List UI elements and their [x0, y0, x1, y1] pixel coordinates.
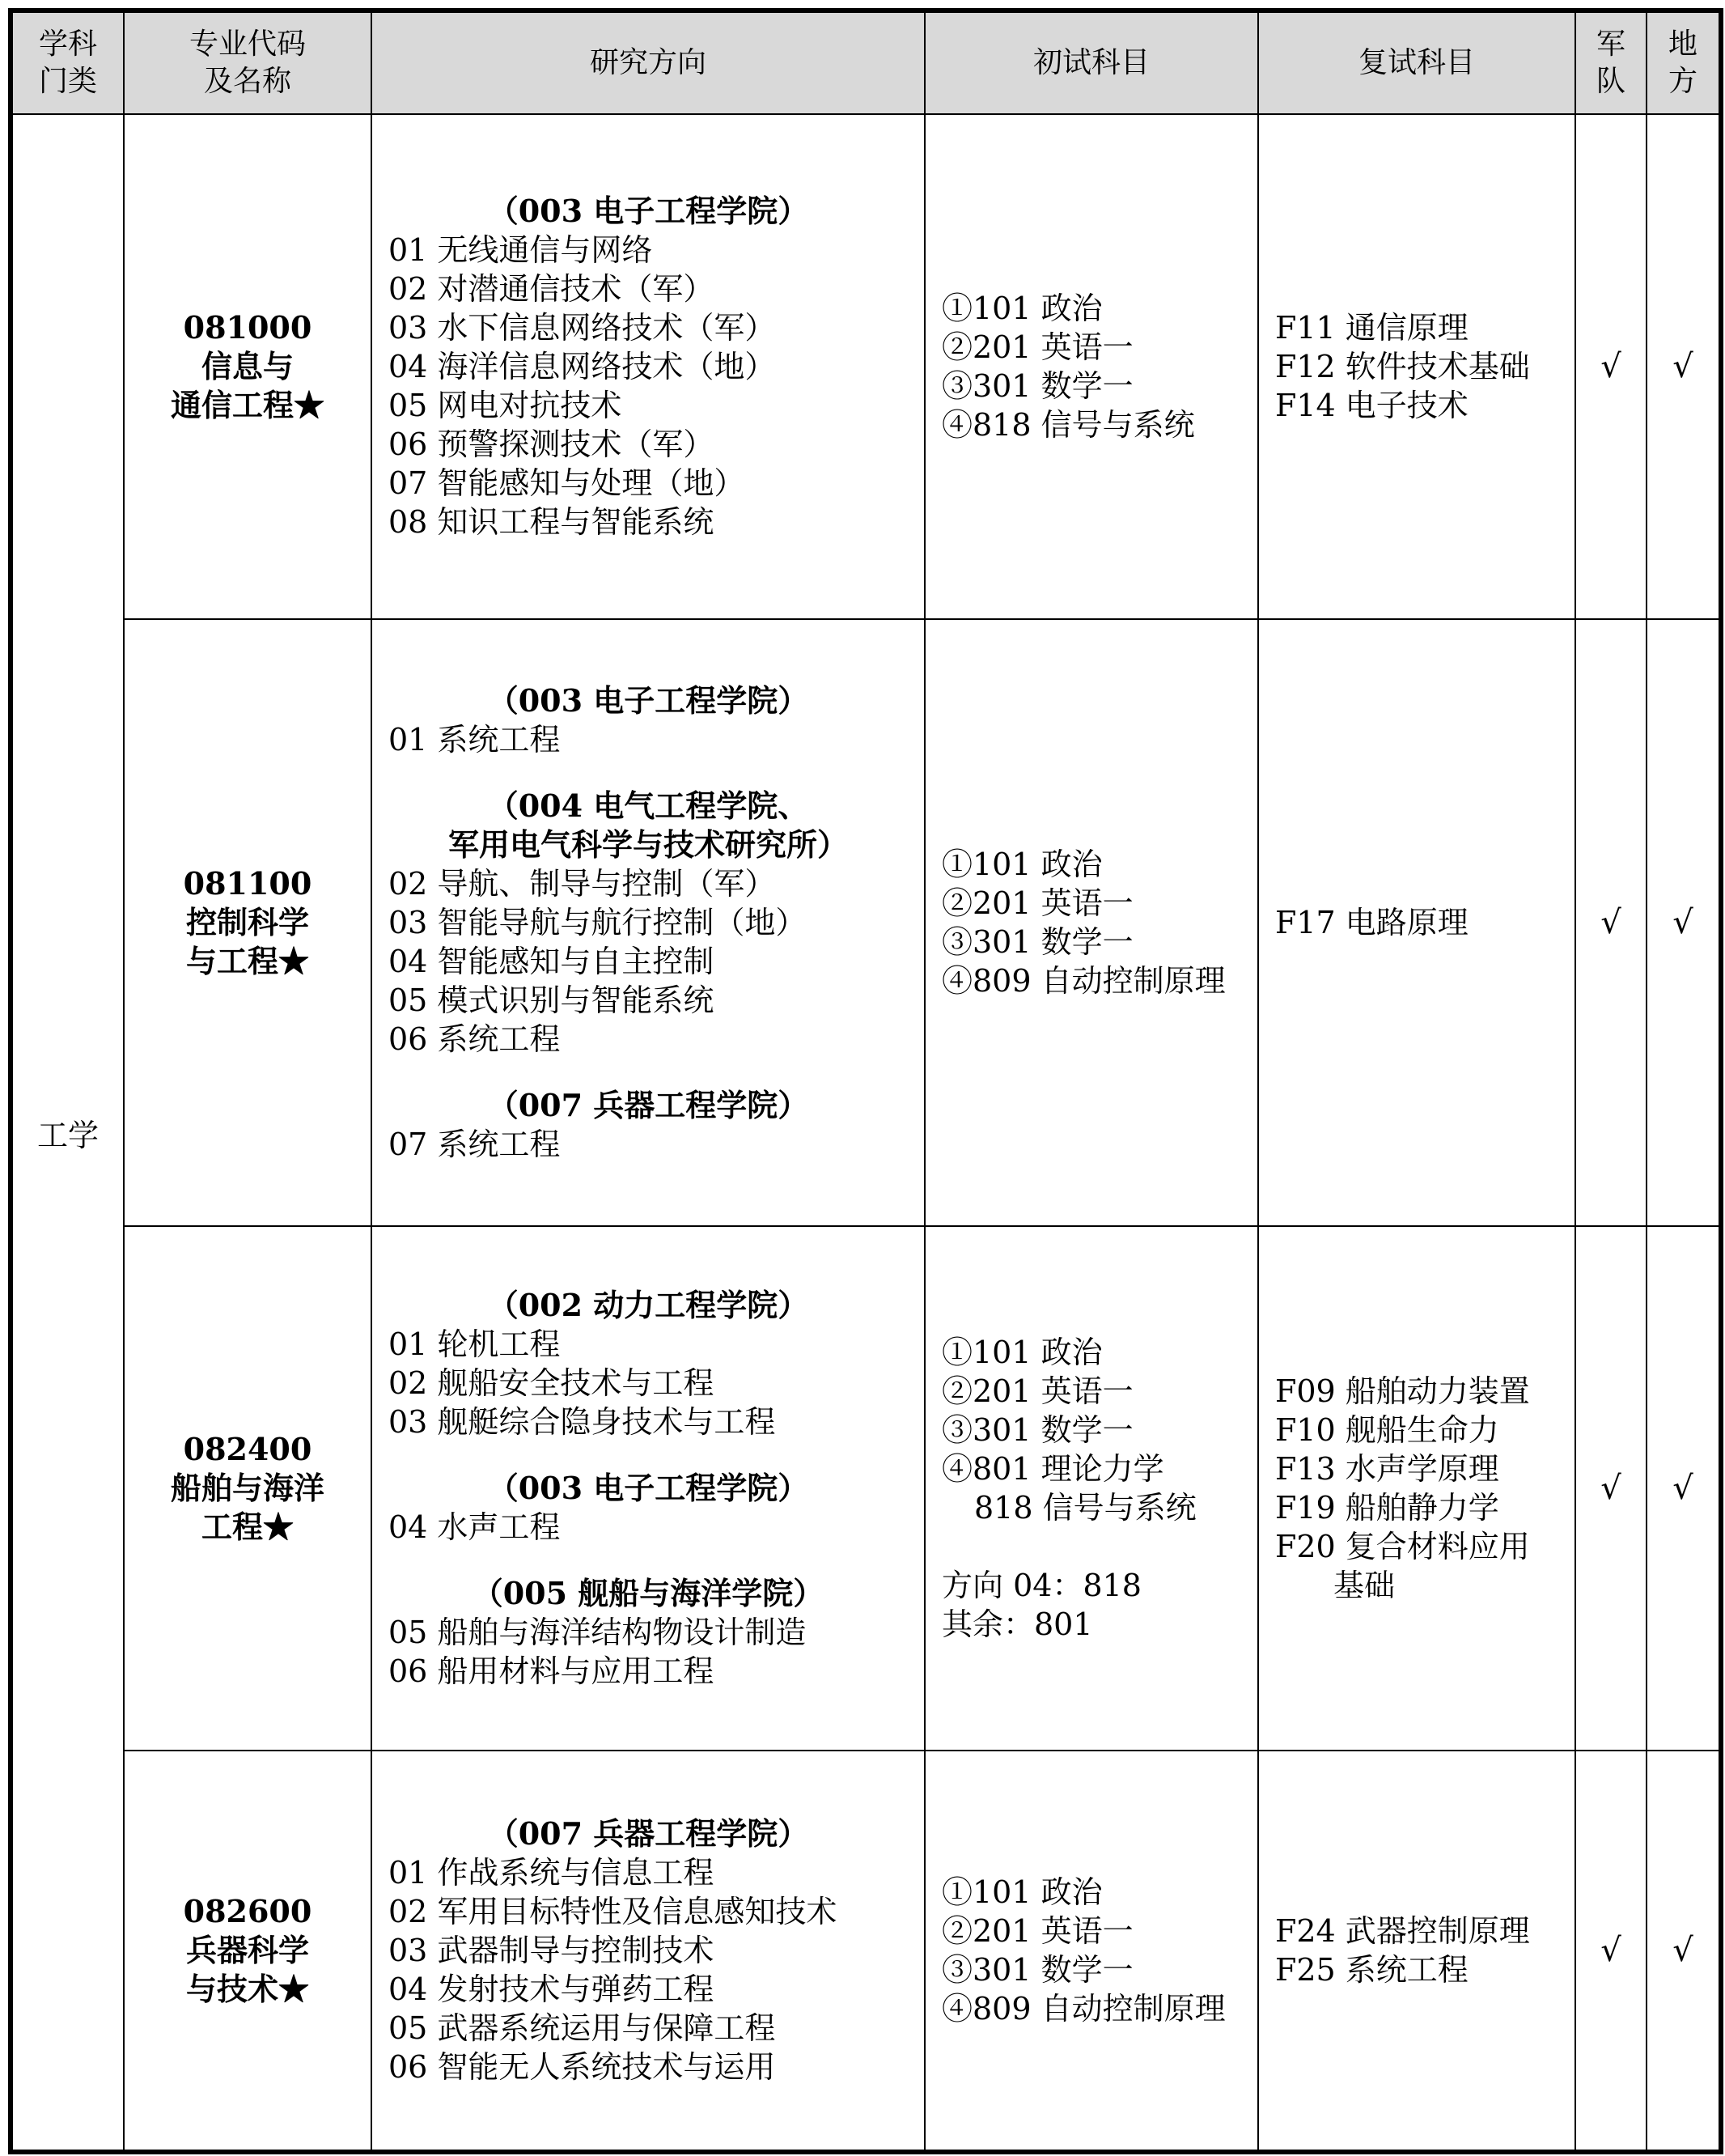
exam-item: ①101 政治	[942, 291, 1103, 326]
direction-item: 08 知识工程与智能系统	[388, 504, 714, 540]
school-group	[388, 1469, 924, 1547]
exam-cell	[925, 1751, 1258, 2152]
exam-item: ①101 政治	[942, 1874, 1103, 1910]
direction-item: 05 模式识别与智能系统	[388, 983, 714, 1018]
retest-item: F20 复合材料应用	[1275, 1529, 1530, 1564]
table-row	[11, 619, 1721, 1226]
directions-cell	[371, 1226, 925, 1751]
military-check: √	[1575, 114, 1647, 619]
school-group	[388, 192, 924, 541]
direction-item: 05 武器系统运用与保障工程	[388, 2010, 776, 2046]
exam-item: ③301 数学一	[942, 368, 1134, 404]
school-title: （003 电子工程学院）	[487, 193, 809, 229]
header-retest: 复试科目	[1258, 11, 1575, 114]
retest-cell	[1258, 1751, 1575, 2152]
major-cell: 082600 兵器科学 与技术★	[124, 1751, 371, 2152]
direction-item: 03 智能导航与航行控制（地）	[388, 905, 807, 940]
school-group	[388, 681, 924, 759]
exam-cell	[925, 619, 1258, 1226]
direction-item: 06 系统工程	[388, 1021, 561, 1057]
retest-item-cont: 基础	[1333, 1568, 1396, 1603]
military-check: √	[1575, 1226, 1647, 1751]
exam-item: ②201 英语一	[942, 1913, 1134, 1949]
retest-item: F19 船舶静力学	[1275, 1490, 1499, 1526]
local-check: √	[1647, 619, 1721, 1226]
school-title: （007 兵器工程学院）	[487, 1815, 809, 1852]
table-row	[11, 114, 1721, 619]
exam-item: ②201 英语一	[942, 1373, 1134, 1409]
direction-item: 05 船舶与海洋结构物设计制造	[388, 1615, 807, 1650]
header-military: 军 队	[1575, 11, 1647, 114]
header-major: 专业代码 及名称	[124, 11, 371, 114]
direction-item: 04 海洋信息网络技术（地）	[388, 349, 776, 384]
major-cell: 081000 信息与 通信工程★	[124, 114, 371, 619]
direction-item: 03 武器制导与控制技术	[388, 1933, 714, 1968]
exam-item: ①101 政治	[942, 1335, 1103, 1370]
exam-item: ③301 数学一	[942, 1952, 1134, 1988]
exam-item: ①101 政治	[942, 847, 1103, 882]
retest-item: F14 电子技术	[1275, 388, 1469, 423]
header-directions: 研究方向	[371, 11, 925, 114]
exam-item-alt: 818 信号与系统	[974, 1490, 1197, 1526]
retest-item: F17 电路原理	[1275, 905, 1469, 940]
direction-item: 02 导航、制导与控制（军）	[388, 866, 776, 902]
military-check: √	[1575, 619, 1647, 1226]
direction-item: 01 轮机工程	[388, 1326, 561, 1362]
direction-item: 07 智能感知与处理（地）	[388, 465, 745, 501]
exam-note: 方向 04：818	[942, 1568, 1142, 1603]
local-check: √	[1647, 1226, 1721, 1751]
direction-item: 01 无线通信与网络	[388, 232, 653, 268]
direction-item: 02 对潜通信技术（军）	[388, 271, 714, 307]
school-title: （005 舰船与海洋学院）	[472, 1575, 824, 1611]
direction-item: 07 系统工程	[388, 1127, 561, 1162]
major-cell: 082400 船舶与海洋 工程★	[124, 1226, 371, 1751]
retest-item: F25 系统工程	[1275, 1952, 1469, 1988]
direction-item: 04 智能感知与自主控制	[388, 944, 714, 979]
exam-note: 其余：801	[942, 1606, 1093, 1642]
school-title: （002 动力工程学院）	[487, 1287, 809, 1323]
school-title: （003 电子工程学院）	[487, 682, 809, 719]
header-category: 学科 门类	[11, 11, 124, 114]
header-local: 地 方	[1647, 11, 1721, 114]
retest-item: F11 通信原理	[1275, 310, 1469, 346]
direction-item: 01 作战系统与信息工程	[388, 1855, 714, 1891]
direction-item: 05 网电对抗技术	[388, 388, 622, 423]
retest-item: F10 舰船生命力	[1275, 1412, 1499, 1448]
direction-item: 06 智能无人系统技术与运用	[388, 2049, 776, 2085]
major-cell: 081100 控制科学 与工程★	[124, 619, 371, 1226]
direction-item: 02 舰船安全技术与工程	[388, 1365, 714, 1401]
exam-item: ②201 英语一	[942, 329, 1134, 365]
table-row	[11, 1751, 1721, 2152]
exam-item: ④801 理论力学	[942, 1451, 1164, 1487]
header-row	[11, 11, 1721, 114]
header-exam: 初试科目	[925, 11, 1258, 114]
exam-item: ④809 自动控制原理	[942, 1991, 1226, 2027]
school-title: （004 电气工程学院、 军用电气科学与技术研究所）	[447, 787, 848, 863]
local-check: √	[1647, 1751, 1721, 2152]
school-group	[388, 1574, 924, 1691]
direction-item: 06 预警探测技术（军）	[388, 427, 714, 462]
school-title: （003 电子工程学院）	[487, 1470, 809, 1506]
directions-cell	[371, 114, 925, 619]
retest-item: F12 软件技术基础	[1275, 349, 1530, 384]
school-group	[388, 787, 924, 1059]
direction-item: 01 系统工程	[388, 722, 561, 758]
school-group	[388, 1086, 924, 1164]
direction-item: 04 水声工程	[388, 1509, 561, 1545]
retest-item: F13 水声学原理	[1275, 1451, 1499, 1487]
retest-cell	[1258, 114, 1575, 619]
direction-item: 06 船用材料与应用工程	[388, 1653, 714, 1689]
exam-item: ③301 数学一	[942, 924, 1134, 960]
school-group	[388, 1286, 924, 1441]
directions-cell	[371, 619, 925, 1226]
retest-cell	[1258, 1226, 1575, 1751]
exam-item: ④818 信号与系统	[942, 407, 1195, 443]
retest-cell	[1258, 619, 1575, 1226]
direction-item: 03 水下信息网络技术（军）	[388, 310, 776, 346]
school-group	[388, 1814, 924, 2086]
school-title: （007 兵器工程学院）	[487, 1087, 809, 1123]
exam-item: ③301 数学一	[942, 1412, 1134, 1448]
exam-item: ④809 自动控制原理	[942, 963, 1226, 999]
direction-item: 04 发射技术与弹药工程	[388, 1971, 714, 2007]
direction-item: 02 军用目标特性及信息感知技术	[388, 1894, 837, 1929]
exam-cell	[925, 1226, 1258, 1751]
direction-item: 03 舰艇综合隐身技术与工程	[388, 1404, 776, 1440]
table-row	[11, 1226, 1721, 1751]
category-cell: 工学	[11, 114, 124, 2152]
military-check: √	[1575, 1751, 1647, 2152]
exam-item: ②201 英语一	[942, 885, 1134, 921]
retest-item: F09 船舶动力装置	[1275, 1373, 1530, 1409]
retest-item: F24 武器控制原理	[1275, 1913, 1530, 1949]
admissions-table	[8, 8, 1723, 2154]
directions-cell	[371, 1751, 925, 2152]
local-check: √	[1647, 114, 1721, 619]
exam-cell	[925, 114, 1258, 619]
